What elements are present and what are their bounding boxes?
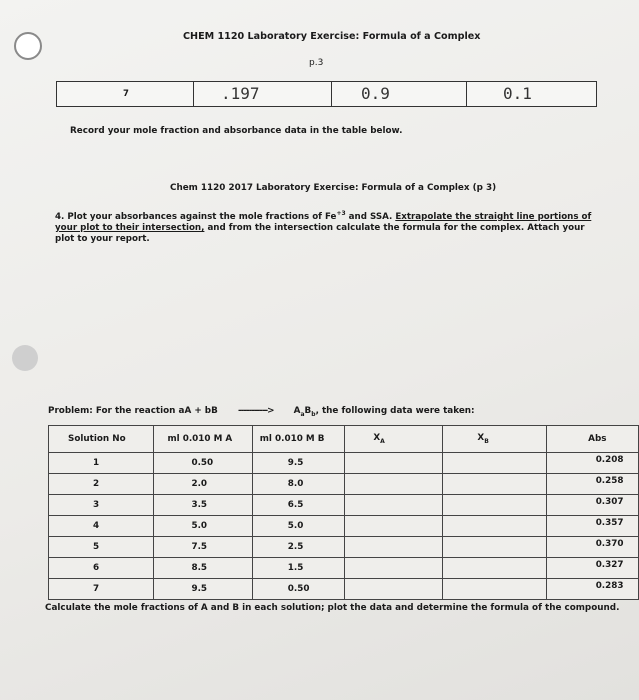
cell-xb [443,474,546,495]
cell-ml-b: 6.5 [252,495,345,516]
record-instruction: Record your mole fraction and absorbance data in the table below. [70,126,403,136]
question-underlined-text: Extrapolate the straight line portions of your plot to their intersection, [55,211,592,233]
cell-ml-b: 0.50 [252,579,345,600]
header-solution-no: Solution No [49,426,154,453]
header-x-subscript: B [484,437,489,445]
table-row [49,474,639,495]
cell-xb [443,495,546,516]
answer-row [56,81,597,107]
cell-ml-b: 8.0 [252,474,345,495]
handwritten-entry: .197 [221,84,260,103]
answer-cell-2 [332,82,467,106]
cell-ml-b: 2.5 [252,537,345,558]
reactant-b: bB [204,406,218,416]
header-abs: Abs [546,426,638,453]
product-b-subscript: b [311,410,316,418]
cell-solution-no: 5 [49,537,154,558]
table-row [49,516,639,537]
cell-ml-a: 9.5 [154,579,252,600]
problem-suffix: , the following data were taken: [315,406,475,416]
reaction-arrow: -----------> [237,406,274,416]
worksheet-title: CHEM 1120 Laboratory Exercise: Formula of a Complex [183,31,481,42]
cell-xb [443,453,546,474]
question-text-mid: and SSA. [345,211,396,222]
header-xa [345,426,443,453]
handwritten-entry: 0.9 [361,84,390,103]
table-row [49,558,639,579]
section-title: Chem 1120 2017 Laboratory Exercise: Formula of a Complex (p 3) [170,183,497,193]
cell-ml-b: 1.5 [252,558,345,579]
problem-statement [48,406,475,418]
product-a-subscript: a [300,410,305,418]
problem-prefix: Problem: For the reaction [48,406,176,416]
header-x-symbol: X [373,433,381,444]
header-x-subscript: A [380,437,385,445]
cell-solution-no: 7 [49,579,154,600]
cell-xa [345,474,443,495]
footer-instruction: Calculate the mole fractions of A and B in each solution; plot the data and determine the formula of the compound. [45,603,620,613]
cell-xa [345,537,443,558]
cell-ml-b: 5.0 [252,516,345,537]
cell-ml-a: 7.5 [154,537,252,558]
charge-superscript: +3 [336,210,346,217]
header-ml-a: ml 0.010 M A [154,426,252,453]
page-number: p.3 [309,58,324,68]
cell-abs: 0.327 [546,558,638,579]
cell-ml-a: 8.5 [154,558,252,579]
question-number: 4. [55,211,65,222]
answer-cell-label [57,82,194,106]
answer-cell-3 [467,82,596,106]
header-x-symbol: X [477,433,485,444]
cell-xa [345,558,443,579]
table-header-row [49,426,639,453]
handwritten-entry: 0.1 [503,84,532,103]
table-row [49,537,639,558]
cell-abs: 0.208 [546,453,638,474]
cell-xb [443,579,546,600]
plus-sign: + [194,406,202,416]
data-table [48,425,639,600]
product-b: B [304,406,312,416]
cell-solution-no: 2 [49,474,154,495]
cell-ml-a: 0.50 [154,453,252,474]
cell-xa [345,495,443,516]
answer-row-number: 7 [123,89,129,99]
binder-hole-middle [12,345,38,371]
cell-ml-b: 9.5 [252,453,345,474]
reactant-a: aA [178,406,192,416]
product-a: A [293,406,301,416]
cell-solution-no: 3 [49,495,154,516]
cell-ml-a: 2.0 [154,474,252,495]
question-text-pre: Plot your absorbances against the mole fractions of Fe [67,211,337,222]
question-4 [55,208,595,245]
cell-solution-no: 4 [49,516,154,537]
cell-ml-a: 5.0 [154,516,252,537]
cell-xb [443,558,546,579]
cell-solution-no: 6 [49,558,154,579]
cell-abs: 0.370 [546,537,638,558]
question-text-post: and from the intersection calculate the formula for the complex. Attach your plot to your report. [55,222,585,244]
cell-solution-no: 1 [49,453,154,474]
header-xb [443,426,546,453]
cell-abs: 0.283 [546,579,638,600]
cell-xa [345,516,443,537]
binder-hole-top [14,32,42,60]
table-row [49,579,639,600]
cell-ml-a: 3.5 [154,495,252,516]
header-ml-b: ml 0.010 M B [252,426,345,453]
cell-abs: 0.357 [546,516,638,537]
answer-cell-1 [194,82,332,106]
cell-xb [443,516,546,537]
table-row [49,495,639,516]
cell-xb [443,537,546,558]
cell-xa [345,453,443,474]
cell-xa [345,579,443,600]
table-row [49,453,639,474]
cell-abs: 0.258 [546,474,638,495]
cell-abs: 0.307 [546,495,638,516]
